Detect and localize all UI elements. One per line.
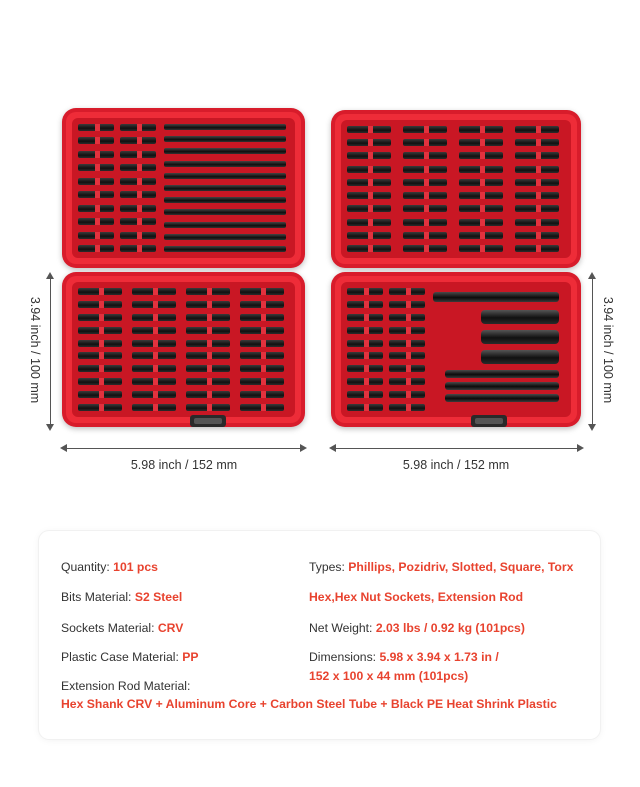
bit-column bbox=[389, 288, 425, 411]
spec-label: Plastic Case Material: bbox=[61, 650, 179, 664]
spec-value: CRV bbox=[157, 621, 184, 635]
spec-label: Dimensions: bbox=[309, 650, 377, 664]
hex-bit bbox=[445, 370, 559, 378]
case-latch bbox=[190, 415, 226, 427]
bit-column bbox=[403, 126, 447, 252]
height-label-left: 3.94 inch / 100 mm bbox=[28, 296, 42, 404]
bit-column bbox=[347, 288, 383, 411]
bit-column bbox=[240, 288, 284, 411]
spec-quantity bbox=[61, 560, 158, 574]
spec-value: 2.03 lbs / 0.92 kg (101pcs) bbox=[375, 621, 525, 635]
spec-label: Quantity: bbox=[61, 560, 110, 574]
case-well bbox=[341, 120, 571, 258]
spec-value: PP bbox=[182, 650, 199, 664]
arrow-up-icon bbox=[588, 272, 596, 279]
case-bottom-right bbox=[331, 272, 581, 427]
bit-column bbox=[120, 124, 156, 252]
spec-dimensions bbox=[309, 650, 499, 664]
spec-label: Net Weight: bbox=[309, 621, 373, 635]
case-well bbox=[72, 118, 295, 258]
spec-value: Hex,Hex Nut Sockets, Extension Rod bbox=[309, 590, 524, 604]
spec-bits-material bbox=[61, 590, 182, 604]
spec-value: Hex Shank CRV + Aluminum Core + Carbon Steel Tube + Black PE Heat Shrink Plastic bbox=[61, 697, 557, 711]
case-well bbox=[72, 282, 295, 417]
spec-label: Types: bbox=[309, 560, 345, 574]
hex-bit bbox=[445, 382, 559, 390]
case-top-right bbox=[331, 110, 581, 268]
hex-nut-socket bbox=[481, 310, 559, 324]
long-bit-column bbox=[164, 124, 286, 252]
arrow-right-icon bbox=[577, 444, 584, 452]
arrow-left-icon bbox=[60, 444, 67, 452]
arrow-down-icon bbox=[588, 424, 596, 431]
bit-column bbox=[78, 288, 122, 411]
spec-value: 101 pcs bbox=[113, 560, 158, 574]
spec-value: S2 Steel bbox=[134, 590, 183, 604]
spec-label: Extension Rod Material: bbox=[61, 679, 191, 693]
spec-rod-value bbox=[61, 697, 557, 711]
hex-nut-socket bbox=[481, 330, 559, 344]
bit-column bbox=[515, 126, 559, 252]
bit-column bbox=[186, 288, 230, 411]
height-arrow-left bbox=[50, 276, 51, 426]
spec-sockets-material bbox=[61, 621, 183, 635]
spec-types-cont bbox=[309, 590, 523, 604]
spec-label: Bits Material: bbox=[61, 590, 132, 604]
width-arrow-left bbox=[64, 448, 304, 449]
bit-column bbox=[459, 126, 503, 252]
hex-bit bbox=[445, 394, 559, 402]
arrow-up-icon bbox=[46, 272, 54, 279]
spec-types bbox=[309, 560, 573, 574]
case-top-left bbox=[62, 108, 305, 268]
height-label-right: 3.94 inch / 100 mm bbox=[601, 296, 615, 404]
case-bottom-left bbox=[62, 272, 305, 427]
spec-dimensions-cont bbox=[309, 669, 468, 683]
spec-value: 5.98 x 3.94 x 1.73 in / bbox=[379, 650, 499, 664]
spec-net-weight bbox=[309, 621, 525, 635]
arrow-down-icon bbox=[46, 424, 54, 431]
spec-value: 152 x 100 x 44 mm (101pcs) bbox=[309, 669, 469, 683]
hex-nut-socket bbox=[481, 350, 559, 364]
spec-rod-material bbox=[61, 679, 190, 693]
width-arrow-right bbox=[333, 448, 581, 449]
spec-label: Sockets Material: bbox=[61, 621, 155, 635]
extension-rod bbox=[433, 292, 559, 302]
case-latch bbox=[471, 415, 507, 427]
bit-column bbox=[132, 288, 176, 411]
spec-case-material bbox=[61, 650, 199, 664]
height-arrow-right bbox=[592, 276, 593, 426]
bit-column bbox=[78, 124, 114, 252]
arrow-right-icon bbox=[300, 444, 307, 452]
width-label-left: 5.98 inch / 152 mm bbox=[130, 458, 238, 472]
arrow-left-icon bbox=[329, 444, 336, 452]
case-well bbox=[341, 282, 571, 417]
spec-value: Phillips, Pozidriv, Slotted, Square, Torx bbox=[348, 560, 574, 574]
bit-column bbox=[347, 126, 391, 252]
width-label-right: 5.98 inch / 152 mm bbox=[402, 458, 510, 472]
